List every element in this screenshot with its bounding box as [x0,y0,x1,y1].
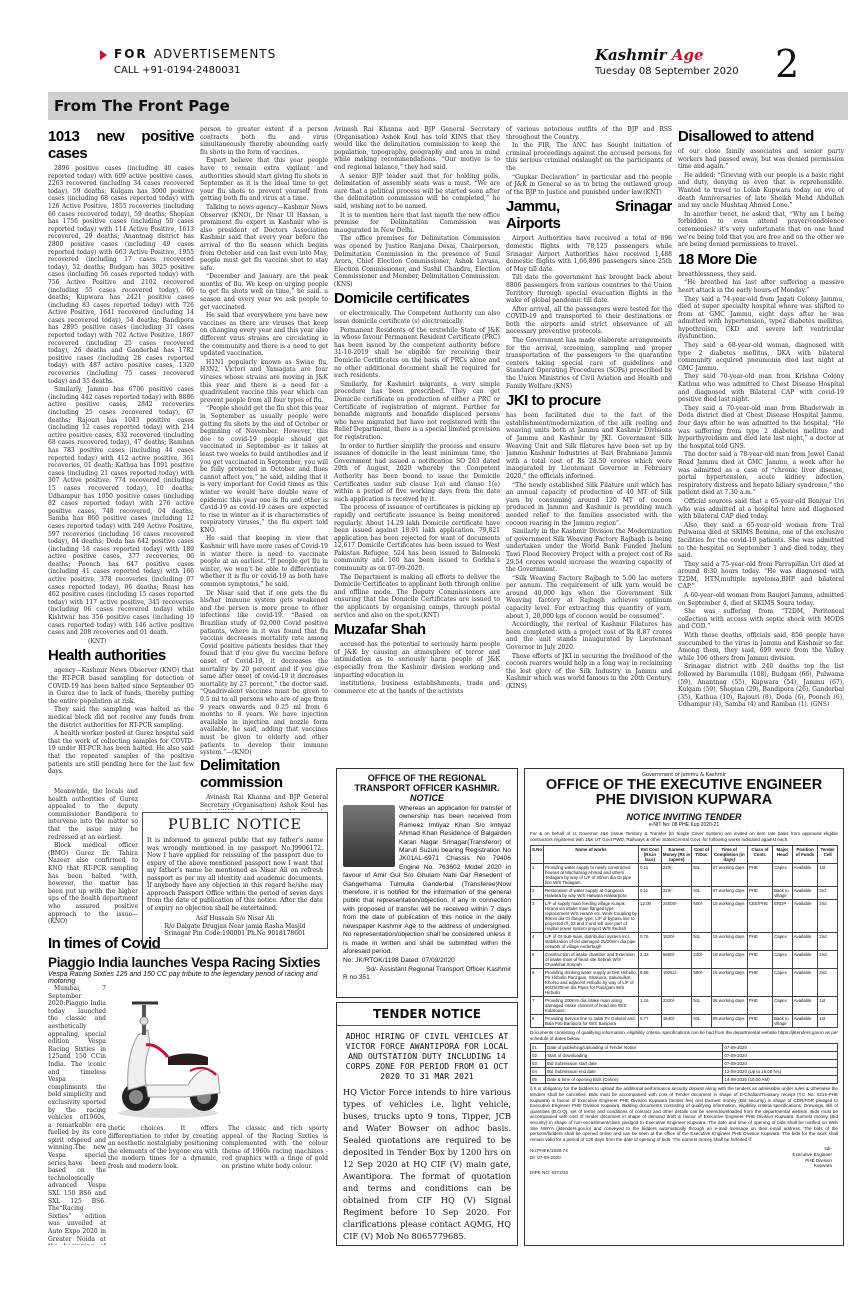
kupwara-title: OFFICE OF THE EXECUTIVE ENGINEER [545,777,823,793]
article-text: She was suffering from “T2DM, Peritoneal collection with access with septic shock with MODS and COD.” [678,608,844,631]
table-cell: Bid Submission end date [546,1068,723,1076]
article-text: In the FIR, The ANC has Sought initiation of criminal proceedings against the accused persons for this serious criminal onslaught on the participants of the [506,142,672,172]
article-text: Meanwhile, the locals and health authorities of Gurez appealed to the deputy commissioner Bandipora to intervene into the matter so that the issue may be redressed at an earliest. [48,788,138,841]
table-cell: 07-09-2020 [723,1052,838,1060]
article-text: “The newly established Silk Filature unit which has an annual capacity of production of 40 MT of Silk yarn by consuming around 120 MT of cocoon produced in Jammu and Kashmir is providing much needed relief to the families associated with the cocoon rearing in the Jammu region”. [506,481,672,527]
article-text: After arrival, all the passengers were tested for the COVID-19 and transported to their destinations or both the airports amid strict observance of all necessary preventive protocols. [506,305,672,336]
article-text: Mumbai, 7 September 2020:Piaggio India today launched the classic and aesthetically appealing, special edition Vespa Racing Sixties in 125and 150 CCin India. The iconic and timeless Vespa compliments the bold simplicity and exclusivity sported by the racing vehicles of1960s, a remarkable era fuelled by its core spirit ofspeed and winning.The new Vespa special series,have been based on the technologically advanced Vespa SXL 150 BS6 and SXL 125 BS6. The“Racing Sixties” edition was unveiled at Auto Expo 2020 in Greater Noida at [48,985,106,1243]
rto-title: TRANSPORT OFFICER KASHMIR. [354,783,500,793]
table-cell: Available [792,1015,818,1028]
kupwara-nit-no: e-NIT No: 08 PHE Kup 2020-21 [648,822,720,828]
headline-disallowed: Disallowed to attend [678,128,814,145]
table-cell: 07-09-2020 [723,1044,838,1052]
table-cell: 14-09-2020 (10.00 AM) [723,1076,838,1084]
table-cell: NIL [692,933,711,951]
article-text: Accordingly, the revival of Kashmir Filatures has been completed with a project cost of Rs 8.87 crores and the unit stands inaugurated by Lieutenant Governor in July 2020. [506,621,672,652]
article-text: Avinash Rai Khanna and BJP General Secretary (Organisation) Ashok Koul has told KINS that they would like the delimitation commission to keep the population, topography, geography and area in mind while making recommendations. “Our motive is to end regional balance,” they had said. [334,126,500,171]
kupwara-docnote: Documents consisting of qualifying information, eligibility criteria, specifications can be had from the departmental website https://jktenders.gov.in as per schedule of dates below. [530,1030,838,1041]
table-cell: Construction of intake chamber and Extension of intake main of head site Sebrak W/S Chowkibal Sonpah [544,951,639,969]
column-1 [48,126,194,788]
section-title: From The Front Page [54,97,230,115]
table-cell: 220/- [661,864,692,887]
masthead [0,0,848,92]
column-3 [334,126,500,758]
table-cell: 2.33 [639,951,662,969]
table-cell: 1st [818,997,838,1015]
table-cell: 05 working days [711,1015,747,1028]
sign-line: Kupwara [813,1163,832,1169]
table-cell: PHE [747,933,772,951]
table-cell: 580/- [692,969,711,997]
headline-delimitation: Delimitation commission [200,757,283,791]
table-cell: 3 [531,900,544,933]
article-text: They said a 70-year-old man from Bhaderwah in Doda district died at Chest Disease Hospital Jammu, four days after he was admitted to the hospital. “He was suffering from type 2 diabetes mellitus and hyperthyroidism and died late last night,” a doctor at the hospital told GNS. [678,404,844,450]
article-text: H1N1 popularly known as Swine flu, H3N2, Victori and Yamagata are four viruses whose strains are moving in J&K this year and there is a need for a quadrivalent vaccine this year which can prevent people from all four types of flu. [200,358,328,404]
article-text: They said a 68-year-old woman, diagnosed with type 2 diabetes mellitus, DKA with bilateral community acquired pneumonia died last night at GMC Jammu. [678,342,844,372]
table-row [531,1052,838,1060]
article-text: The process of issuance of certificates is picking up rapidly and certificate issuance is being monitored regularly. About 14.29 lakh Domicile certificate have been issued against 18.91 lakh application. 79,821 application has been rejected for want of documents 12,617 Domicile Certificates has been issued to West Pakistan Refugee, 524 has been issued to Balmeeki community and 160 has been issued to Gorkha’s community as on 07-09-2020. [334,504,500,573]
table-cell: Providing drinking water supply at Dist Hirbullo, Pir Hirbullo Panzgam, Shaluora, Salumulkot, Khorso and adjacent Hirbullo by way of L/F of 80/25/20mm dia Pipes for Panzgam W/S Hirbullo [545,970,637,996]
table-cell: Date of publishing/Uploading of Tender Notice [546,1044,723,1052]
article-text: Similarly in the Kashmir Division the Modernization of government Silk Weaving Factory Rajbagh is being undertaken under the World Bank Funded Jhelum Tawi Flood Recovery Project with a project cost of Rs 29.54 crores would increase the weaving capacity of the Government. [506,528,672,574]
table-cell: 7 [531,997,544,1015]
table-cell: 0.76 [639,933,662,951]
table-cell: 07 working days [711,864,747,887]
article-text: “He breathed his last after suffering a massive heart attack in the early hours of Monday.” [678,279,844,294]
column-4 [506,126,672,758]
public-notice-body: It is informed to general public that my father’s name was wrongly mentioned in my passport No.J9906172. Now I have applied for reissuing of the passport due to expiry of the above mentioned passport now I want that my father’s name be mentioned as Nisar Ali on refresh passport as per my all identity and academic documents. If anybody have any objection in this regard he/she may approach Passport Office within the period of seven days from the date of publication of this notice. After the date of expiry no objection shall be entertained. [147,837,323,912]
arrow-icon [100,50,107,60]
headline-domicile: Domicile certificates [334,290,470,308]
table-cell: 02 [531,1052,546,1060]
table-cell: 15 working days [711,933,747,951]
table-cell: 06 working days [711,997,747,1015]
table-cell: 15 working days [711,969,747,997]
table-cell: 19261/- [661,969,692,997]
piaggio-col-2 [108,1125,218,1245]
article-text: These efforts of JKI in securing the livelihood of the cocoon rearers would help in a long way in reclaiming the lost glory of the Silk Industry in Jammu and Kashmir which was world famous in the 20th Century. (KINS) [506,652,672,690]
table-cell: 15 working days [711,900,747,933]
table-cell: 1520/- [661,933,692,951]
table-cell: NIL [692,1015,711,1028]
sign-line: sd/- [824,1146,832,1152]
headline-airports: Jammu, Srinagar Airports [506,198,672,233]
article-text: 2896 positive cases (including 40 cases reported today) with 609 active positive cases, 2263 recovered (including 34 cases recovered today), 59 deaths; Kulgam has 3000 positive cases (including 68 cases reported today) with 126 Active Positive, 1855 recoveries (including 66 cases recovered today), 59 deaths; Shopian has 1756 positive cases (including 50 cases reported today) with 114 Active Positive, 1613 recovered, 29 deaths; Anantnag district has 2800 positive cases (including 49 cases reported today) with 663 Active Positive, 1955 recovered (including 17 cases recovered today), 52 deaths; Budgam has 3025 positive cases (including 56 cases reported today) with 756 Active Positive and 2102 recovered (including 55 cases recovered today), 66 deaths; Kupwara has 2421 positive cases (including 83 cases reported today) with 726 Active Positive, 1641 recovered (including 14 cases recovered today), 54 deaths; Bandipora has 2895 positive cases (including 31 cases reported today) with 702 Active Positive, 1867 recovered (including 25 cases recovered today), 26 deaths and Ganderbal has 1782 positive cases (including 28 cases reported today) with 487 active positive cases, 1320 recoveries (including 75 cases recovered today) and 35 deaths. [48,165,194,385]
article-text: The Government has made elaborate arrangements for the arrival, screening, sampling and proper transportation of the passengers to the quarantine centers taking special care of guidelines and Standard Operating Procedures (SOPs) prescribed by the Union Ministries of Civil Aviation and Health and Family Welfare.(KNS) [506,337,672,390]
table-header: Earnest Money (Rs in rupees) [662,847,691,863]
public-notice-sign: Srinagar Pin Code:190001 Ph.No 9018178601 [164,930,306,937]
table-cell: NIL [692,997,711,1015]
article-text: “Gupkar Declaration” in particular and the people of J&K in General so as to bring the outlawed group of the BJP to Justice and punished under law.(KNT) [506,173,672,196]
table-cell: 24000/- [661,900,692,933]
article-text: They said a 75-year-old from Parrapillan Uri died at around 8:30 hours today. “He was diagnosed with T2DM, HTN,multiple myeloma,BHP and bilateral CAP.” [678,560,844,591]
table-cell: PHE [747,969,772,997]
public-notice-sign: Asif Hussain S/o Nisar Ali [195,915,275,922]
table-cell: L/F of GI Sub-main, distribution system incl. stabilization of old damaged 25/20mm dia pipe network of village Anderbugh [544,933,639,951]
table-header: S.No [531,846,544,864]
article-text: “Silk Weaving Factory Rajbagh to 5.00 lac meters per annum. The requirement of silk yarn would be around 40,000 kgs when the Government Silk Weaving factory at Rajbagh achieves optimum capacity level. For extracting this quantity of yarn, about 1, 20,000 kgs of cocoon would be consumed”. [506,574,672,620]
table-row [531,1076,838,1084]
table-cell: 2nd [818,933,838,951]
kupwara-gov: Government of Jammu & Kashmir [641,772,727,778]
column-2b [200,755,328,810]
sign-line: PHE Division [805,1157,832,1163]
article-text: He said that everywhere you have new vaccines as there are viruses that keep on changing every year and this year also different virus strains are circulating in the community and there is a need to get updated vaccination. [200,312,328,358]
table-header: Est Cost (Rs.in lacs) [639,846,662,864]
piaggio-headline: Piaggio India launches Vespa Racing Sixties [48,955,321,970]
table-cell: 2nd [818,951,838,969]
rto-sign: Sd/- Assistant Regional Transport Officer Kashmir [365,966,511,974]
public-notice-sign: R/o Dalgate Drugjan Near jamia Rasha Masjid [164,922,306,930]
table-cell: Providing Service line to Jalali Pir Gulsanl and Bala Pati Banipora for W/S Banipora [544,1015,639,1028]
table-cell: PHE [747,864,772,887]
article-text: It is to mention here that last month the new office premise for Delimitation Commission was inaugurated in New Delhi. [334,211,500,234]
table-cell: 01 [531,1044,546,1052]
article-text: breathlessness, they said. [678,270,757,278]
table-cell: 07-09-2020 [723,1060,838,1068]
table-cell: PHE [747,997,772,1015]
table-cell: 220/- [661,887,692,900]
public-notice-box [142,812,328,949]
kupwara-dipk: DIPK NO: 5372/20 [530,1170,569,1176]
table-cell: Back to village [773,887,793,900]
table-cell: 8 [531,1015,544,1028]
article-text: He added: “Grieving with our people is a basic right and duty, denying us even that is reprehensible. Wanted to travel to Lolab Kupwara today on eve of death Anniversaries of late Sheikh Mohd Abdullah and my uncle Mushtaq Ahmed Lone.” [678,171,844,210]
table-cell: 0.11 [639,864,662,887]
table-cell: 12-09-2020 (Up to 16.00 hrs) [723,1068,838,1076]
table-cell: Capex [773,864,793,887]
article-text: A senior BJP leader said that for holding polls, delimitation of assembly seats was a must. “We are sure that a political process will be started soon after the delimitation commission will be completed,” he said, wishing not to be named. [334,172,500,210]
ad-phone: CALL +91-0194-2480031 [114,65,241,76]
column-1b [48,788,138,933]
table-cell: Capex [773,933,793,951]
headline-cases: 1013 new positive cases [48,128,194,162]
article-text: The office premises for Delimitation Commission was opened by Justice Ranjana Desai, Chairperson, Delimitation Commission in the presence of Sunil Arora, Chief Election Commissioner, Ashok Lavasa, Election Commissioner, and Sushil Chandra, Election Commissioner and Member, Delimitation Commission.(KNS) [334,235,500,288]
kupwara-works-table [530,845,838,1028]
logo-part-b: Age [671,46,704,64]
kupwara-sign [792,1146,832,1168]
article-text: They said a 74-year-old from Jagati Colony Jammu, died at super specialty hospital where was shifted to from at GMC Jammu, eight days after he was admitted with hypertension, type2 diabetes mellitus, hypothroism, CKD and severe left ventricular dysfunction. [678,295,844,341]
table-cell: L/F of supply main feeding village Kunjak Hirana via intake main flanged type replacement W/S Hirana etc. Work Coupling by 80mm dia GI flange type; L/F of bypass line to projected r/f_03 and 2 and left over part of Hajibal power system project W/S Sedrah [545,901,637,932]
table-header: Time of Completion (in days) [711,846,747,864]
article-text: Block medical officer (BMO) Gurez Dr. Tahira Nazeer also confirmed to KNO that RT-PCR sampling has been halted “with, however, the matter has been put up with the higher ups of the health department who assured positive approach to the issue—(KNO) [48,842,138,926]
kupwara-tender-box [524,768,844,1246]
article-text: person to greater extent if a person contracts both flu and virus simultaneously thereby abounding early flu shots in the form of vaccines. [200,126,328,156]
rto-title: OFFICE OF THE REGIONAL [367,773,487,783]
tender-body: ADHOC HIRING OF CIVIL VEHICLES AT VICTOR FORCE AWANTIPORA FOR LOCAL AND OUTSTATION DUTY INCLUDING 14 CORPS ZONE FOR PERIOD FROM 01 OCT 2020 TO 31 MAR 2021 [345,1031,509,1081]
piaggio-col-1 [48,985,106,1245]
page-number: 2 [775,42,800,86]
article-text: institutions, business establishments, trade and commerce etc at the hands of the activists [334,680,500,695]
table-row [531,887,838,900]
table-cell: Bid Submission start date [546,1060,723,1068]
rto-body-text: Whereas an application for transfer of ownership has been received from Rameez Imtiyaz Khan S/o Imtiyaz Ahmad Khan Residence of Balgarden Karan Nagar Srinagar(Transferor) of Maruti Suzuki bearing Registration No JK01AL-6971 Chassis No 79406 Engine No. 763602 Model 2020 in favour of Amir Gul S/o Ghulam Nabi Dar Resedent of Gangerhama Tulmulla Ganderbal (Transferee)Now therefore, it is notified for the information of the general public that representation/objection, if any in connection with proposed of transfer will be received within 7 days from the date of publication of this notice in the daily newspaper Kashmir Age to the address of undersigned. No representation/objection shall be considered unless it is made in written and shall be submitted within the aforesaid period. [343,805,511,955]
article-text: They said 70-year-old man from Krishna Colony Kathua who was admitted to Chest Disease Hospital and diagnosed with Bilateral CAP with covid-19 positive died last night. [678,373,844,404]
table-cell: 0.11 [639,887,662,900]
table-cell: 18 working days [711,951,747,969]
kupwara-ref: No:PHEK/1638-74 [530,1148,568,1154]
article-text: of various notorious outfits of the BJP and RSS throughout the Country. [506,126,672,141]
table-cell: 1st [818,864,838,887]
piaggio-col-3 [222,1125,328,1245]
article-text: agency—Kashmir News Observer (KNO) that the RT-PCR based sampling for detection of COVID-19 has been halted since September 05 in Gurez due to lack of funds, thereby putting the entire population at risk. [48,667,194,705]
table-header: Tender Cell [818,846,838,864]
sign-line: Executive Engineer [792,1151,832,1157]
article-text: Also, they said a 65-year-old woman from Tral Pulwama died at SKIMS Bemina, one of the exclusive facilities for the covid-19 patients. She was admitted to the hospital on September 1 and died today, they said. [678,521,844,560]
table-row [531,933,838,951]
rto-body [337,805,517,956]
article-text: or electronically. The Competent Authority can also issue domicile certificate (s) electronically. [334,310,500,326]
table-cell: CEE/PHE [747,900,772,933]
article-text: thetic choices. It offers differentiation to rider by creating an aesthetic nostalgiaby positioning the elements of the bygone era with the modern times for a dynamic, fresh and modern look. [108,1125,218,1170]
table-cell: Available [792,864,818,887]
table-header: Position of Funds [792,846,818,864]
column-2 [200,126,328,756]
article-text: “People should get the flu shot this year in September as usually people were getting flu shots by the end of October or beginning of November. However, this doe to covid-19 people should get vaccinated in September as it takes at least two weeks to build antibodies and if you get vaccinated in September, you will be fully protected in October and flues cannot affect you,” he said, adding that it is very important for Covid times as this winter we would have double wave of epidemic this year one is flu and other is Covid-19 as covid-19 cases are expected to rise in winter as it is characteristics of respiratory viruses,” the flu expert told KNO. [200,405,328,534]
piaggio-subhead: Vespa Racing Sixties 125 and 150 CC pay tribute to the legendary period of racing and motoring [48,971,318,985]
table-cell: 03 [531,1060,546,1068]
table-cell: 1540/- [661,1015,692,1028]
table-cell: Available [792,997,818,1015]
table-cell: Available [792,900,818,933]
table-row [531,951,838,969]
table-row [531,1060,838,1068]
table-cell: 5 [531,951,544,969]
kupwara-nit: NOTICE INVITING TENDER [626,812,742,822]
logo-part-a: Kashmir [595,46,672,64]
table-cell: Capex [773,997,793,1015]
article-text: “December and January are the peak months of flu. We keep on urging people to get flu shots well on time,” he said. u season and every year we ask people to get vaccinated. [200,273,328,311]
table-cell: 5660/- [661,951,692,969]
table-cell: 05 [531,1076,546,1084]
kupwara-footer [530,1146,838,1190]
table-cell: 0.77 [639,1015,662,1028]
table-cell: 12.00 [639,900,662,933]
table-header: Class of Contr. [747,846,772,864]
table-cell: 2nd [818,969,838,997]
table-row [531,969,838,997]
ad-label: ADVERTISEMENTS [153,47,277,61]
kupwara-intro: For & on behalf of Lt Governor J&K (Issue Territory & Transfer (In Single Cover System) are invited on item rate basis from approved eligible contractors registered with J&K UT Govt PWD, Railways & other State/Central Govt. for following works indicated against each. [530,831,838,842]
kupwara-terms: i) It is obligatory for the bidders to upload the additional performance security deposit along with the tenders as admissible under rules & otherwise the tenders shall be cancelled. Bids must be accompanied with cost of Tender document in shape of E-Challan/Treasury receipt (T.C No. 0215-PHE Kupwara) in favour of Executive Engineer PHE Division Kupwara (tender fee) and Earnest money (Bid security) in shape of CDR/FDR pledged to Executive Engineer PHE Division Kupwara. Bidding documents consisting of qualifying information, eligibility criteria specifications, Drawings, Bill of quantities (B.O.Q), set of terms and conditions of contract and other details can be seen/downloaded from the departmental website. Bids must be accompanied with cost of tender document in shape of demand draft in favour of Executive Engineer PHE Division Kupwara. Earnest money (Bid security) in shape of non-encashment/claim pledged to Executive Engineer Kupwara. The date and time of opening of bids shall be notified on Web Site NWYA (jktenders.gov.in) and conveyed to the bidders automatically through an e-mail message on their email address. The bids of the persons/bidders shall be opened online and can be seen at the office of the Executive Engineer PHE Division Kupwara. The bids for the work shall remain valid for a period of 120 days from the date of opening of bids. The earnest money shall be forfeited if: [530,1086,838,1142]
table-cell: Restoration of water supply at Gangoora Halwara by way W/S Halwara Halwarpora [544,887,639,900]
table-cell: Start of downloading [546,1052,723,1060]
article-text: The Department is making all efforts to deliver the Domicile Certificates to applicant both through online and offline mode. The Deputy Commissioners are ensuring that the Domicile Certificates are issued to the applicants by organising camps, through postal service and also on the spot.(KNT) [334,573,500,619]
table-cell: Capex [773,951,793,969]
article-text: The doctor said a 78-year-old man from Jewel Canal Road Jammu died at GMC Jammu, a week after he was admitted as a case of “chronic liver disease, portal hypertension, acute kidney infection, respiratory distress and hepato biliary syndrome,” the patient died at 7.30 a.m.” [678,451,844,497]
tender-title: TENDER NOTICE [337,1003,517,1026]
table-cell: Providing 200mm dia intake main along damaged intake channel of head site W/S Kalarooss [544,997,639,1015]
article-text: In another tweet, he asked that, “Why am I being forbidden to even attend prayer/condolence ceremonies? it’s very unfortunate that on one hand we’re being told that you are free and on the other we are being denied permissions to travel. [678,210,844,249]
table-header: Name of works [544,846,639,864]
article-text: of our close family associates and senior party workers had passed away, but was denied permission time and again.” [678,148,844,171]
scooter-image [108,985,228,1120]
article-sign: (KNT) [88,637,107,645]
table-header: Cost of T/Doc [692,846,711,864]
table-cell: Available [792,933,818,951]
table-cell: Available [792,887,818,900]
kupwara-ref2: Dt: 07-09-2020 [530,1155,561,1161]
table-cell: 1 [531,864,544,887]
public-notice-title: PUBLIC NOTICE [168,817,302,833]
article-text: A 60-year-old woman from Raujori Jammu, admitted on September 4, died at SKIMS Soura today. [678,592,844,607]
ad-for-text: FOR [114,47,148,61]
article-text: accused has the potential to seriously harm people of J&K by causing an atmosphere of terror and intimidation as to seriously harm people of J&K especially from the Kashmir division working and imparting education in [334,641,500,679]
table-cell: Available [792,951,818,969]
kupwara-title: PHE DIVISION KUPWARA [595,792,773,808]
piaggio-ad [48,955,328,985]
article-text: has been facilitated due to the fact of the establishment/modernization of the silk reeling and weaving units both at Jammu and Kashmir Divisions of Jammu and Kashmir by JKI. Government Silk Weaving Unit and Silk filatures have been set up by Jammu Kashmir Industries at Bari Brahmana Jammu with a total cost of Rs 28.50 crores which were inaugurated by Lieutenant Governor in February 2020,” the officials informed. [506,412,672,480]
table-cell: 07 working days [711,887,747,900]
table-cell: 240/- [692,951,711,969]
table-row [531,1044,838,1052]
table-header: Major Head [773,846,793,864]
article-text: He said that keeping in view that Kashmir will have more cases of Covid-19 in winter there is need to vaccinate people at an earliest. “If people get flu in winter, we won’t be able to differentiate whether it is flu or covid-19 as both have common symptoms,” he said. [200,535,328,589]
table-cell: 2 [531,887,544,900]
table-cell: Capex [773,969,793,997]
table-cell: 3rd [818,887,838,900]
article-text: Talking to news agency—Kashmir News Observer (KNO), Dr Nisar Ul Hassan, a prominent flu expert in Kashmir who is also president of Doctors Association Kashmir said that every year before the arrival of the flu season which begins from October and can last even into May, people must get flu vaccine shot to stay safe. [200,203,328,272]
table-row [531,997,838,1015]
tender-notice-box [336,1002,518,1246]
column-5 [678,126,844,758]
article-text: Expert believe that this year people have to remain extra vigilant and authorities should start giving flu shots in September as it is the ideal time to get your flu shots to prevent yourself from getting both flu and virus at a time. [200,157,328,203]
article-text: Dr Nisar said that if one gets the flu his/her immune system gets weakened and the person is more prone to other infections like covid-19. “Based on Brazilian study of 92,000 Covid positive patients, where in it was found that flu vaccine decreases mortality rate among Covid positive patients besides that they found that if you give flu vaccine before onset of Covid-19, it decreases the mortality by 20 percent and if you give same after onset of covid-19 it decreases mortality by 27 percent,” the doctor said. “Quadrivalent vaccines must be given to 0.5 ml to all persons who are of age from 9 years onwards and 0.25 ml from 6 months to 8 years. We have injection available in injection and nozzle form available, he said, adding that vaccines must be given to elderly and other patients to develop their immune system.”—(KNO) [200,589,328,756]
table-cell: NIL [692,887,711,900]
newspaper-logo [595,46,703,64]
headline-covid-times: In times of Covid [48,935,161,952]
table-cell: 04 [531,1068,546,1076]
article-text: The classic and rich sporty appeal of the Racing Sixties is complemented with the colour theme of 1960s racing machines - red graphics with a tinge of gold on pristine white body colour. [222,1125,328,1170]
table-cell: 6 [531,969,544,997]
table-row [531,1068,838,1076]
table-cell: ERDP [773,900,793,933]
kupwara-dates-table [530,1043,838,1084]
table-cell: PHE [747,951,772,969]
article-text: Airport Authorities have received a total of 896 domestic flights with 78,125 passengers while Srinagar Airport Authorities have received 1,488 domestic flights with 1,66,896 passengers since 25th of May till date. [506,235,672,273]
table-cell: Date & time of opening Bids (Online) [546,1076,723,1084]
table-cell: Providing water supply to newly constructed houses at Machahrag Ahmad and others Tedagam by way of L/F of 20mm dia GI pipe line W/S Tedagam [544,864,639,887]
table-cell: 1.16 [639,997,662,1015]
article-text: Official sources said that a 65-year-old Boniyar Uri who was admitted at a hospital here and diagnosed with bilateral CAP died today. [678,497,844,521]
headline-health: Health authorities [48,647,166,665]
headline-muzafar: Muzafar Shah [334,621,426,639]
table-cell: PHE [747,1015,772,1028]
rto-rno: R no 351 [343,974,370,982]
article-text: In order to further simplify the process and ensure issuance of domicile in the least minimum time, the Government had issued a notification SO 263 dated 20th of August, 2020 whereby the Competent Authority has been bound to issue the Domicile Certificates under sub clause 1(a) and clause 1(e) within a period of five working days from the date such application is received by it. [334,442,500,503]
article-text: Till date the government has brought back about 8806 passengers from various countries to the Union Territory through special evacuation flights in the wake of global pandemic till date. [506,274,672,305]
table-row [531,900,838,933]
article-text: Avinash Rai Khanna and BJP General Secretary (Organisation) Ashok Koul has [200,794,328,809]
article-text: Srinagar district with 240 deaths top the list followed by Baramulla (108), Budgam (66), Pulwama (59), Anantnag (55), Kupwara (54), Jammu (67), Kulgam (59), Shopian (29), Bandipora (26), Ganderbal (35), Kathua (10), Rajouri (8), Doda (6), Poonch (6), Udhampur (4), Samba (4) and Ramban (1). (GNS) [678,663,844,709]
ad-banner [114,47,276,61]
article-text: Similarly, for Kashmiri migrants, a very simple procedure has been prescribed. They can get Domicile certificate on production of either a PRC or Certificate of registration of migrant. Further for bonafide migrants and bonafide displaced persons who have migrated but have not registered with the Relief Department, there is a special limited provision for registration. [334,380,500,441]
rto-notice-box [336,768,518,998]
tender-detail: HQ Victor Force intends to hire various types of vehicles i.e. light vehicle, buses, trucks upto 9 tons, Tipper, JCB and Water Bowser on adhoc basis. Sealed quotations are required to be deposited in Tender Box by 1200 hrs on 12 Sep 2020 at HQ CIF (V) main gate, Awantipora. The format of quotation and terms and conditions can be obtained from CIF HQ (V) Signal Regiment before 10 Sep 2020. For clarifications please contact AQMG, HQ CIF (V) Mob No 8065779685. [343,1087,511,1241]
issue-date: Tuesday 08 September 2020 [595,66,739,77]
rto-subtitle: NOTICE [409,793,444,803]
table-row [531,864,838,887]
table-cell: 600/- [692,900,711,933]
table-cell: 9.56 [639,969,662,997]
table-cell: Available [792,969,818,997]
headline-more-die: 18 More Die [678,250,757,268]
article-text: They said the sampling was halted as the medical block did not receive any funds from the district authorities for RT-PCR sampling. [48,706,194,729]
article-text: Similarly, Jammu has 6706 positive cases (including 442 cases reported today) with 8886 active positive cases, 2842 recoveries (including 25 cases recovered today), 67 deaths; Rajouri has 1043 positive cases (including 12 cases reported today) with 214 active positive cases, 832 recovered (including 68 cases recovered today), 47 deaths; Ramban has 783 positive cases (including 44 cases reported today) with 412 active positive, 361 recoveries, 01 death; Kathua has 1091 positive cases (including 21 cases reported today) with 307 Active positive, 774 recovered (including 15 cases recovered today), 10 deaths; Udhampur has 1050 positive cases (including 82 cases reported today) with 276 active positive cases, 748 recovered, 04 deaths; Samba has 860 positive cases (including 12 cases reported today) with 249 Active Positive, 597 recoveries (including 16 cases recovered today), 04 deaths; Doda has 642 positive cases (including 18 cases reported today) with 189 active positive cases, 377 recoveries, 06 deaths; Poonch has 647 positive cases (including 41 cases reported today) with 166 active positive, 378 recoveries (including 07 cases reported today), 06 deaths; Reasi has 462 positive cases (including 15 cases reported today) with 117 active positive, 345 recoveries (including 06 cases recovered today) while Kishtwar has 356 positive cases (including 10 cases reported today) with 146 active positive cases and 208 recoveries and 01 death. [48,386,194,637]
table-cell: NIL [692,864,711,887]
table-row [531,1015,838,1028]
table-cell: 2nd [818,900,838,933]
rto-ref: No: JK/RTOK/1198 Dated: 07/09/2020 [343,957,455,965]
table-cell: 4 [531,933,544,951]
table-cell: PHE [747,887,772,900]
table-cell: 2320/- [661,997,692,1015]
person-photo [343,805,395,867]
article-text: A health worker posted at Gurez hospital said that the work of collecting samples for COVID-19 under RT-PCR has been halted. He also said that the repeated samples of the positive patients are still pending here for the last few days. [48,730,194,776]
article-text: With these deaths, officials said, 856 people have succumbed to the virus in Jammu and Kashmir so far. Among them, they said, 699 were from the Valley while 106 others from Jammu division. [678,632,844,662]
table-cell: Back to village [773,1015,793,1028]
article-text: Permanent Residents of the erstwhile State of J&K in whose favour Permanent Resident Certificate (PRC) has been issued by the competent authority before 31-10-2019 shall be eligible for receiving their Domicile Certificates on the basis of PRCs alone and no other additional document shall be required for such residents. [334,326,500,380]
table-cell: 1st [818,1015,838,1028]
headline-jki: JKI to procure [506,392,601,410]
